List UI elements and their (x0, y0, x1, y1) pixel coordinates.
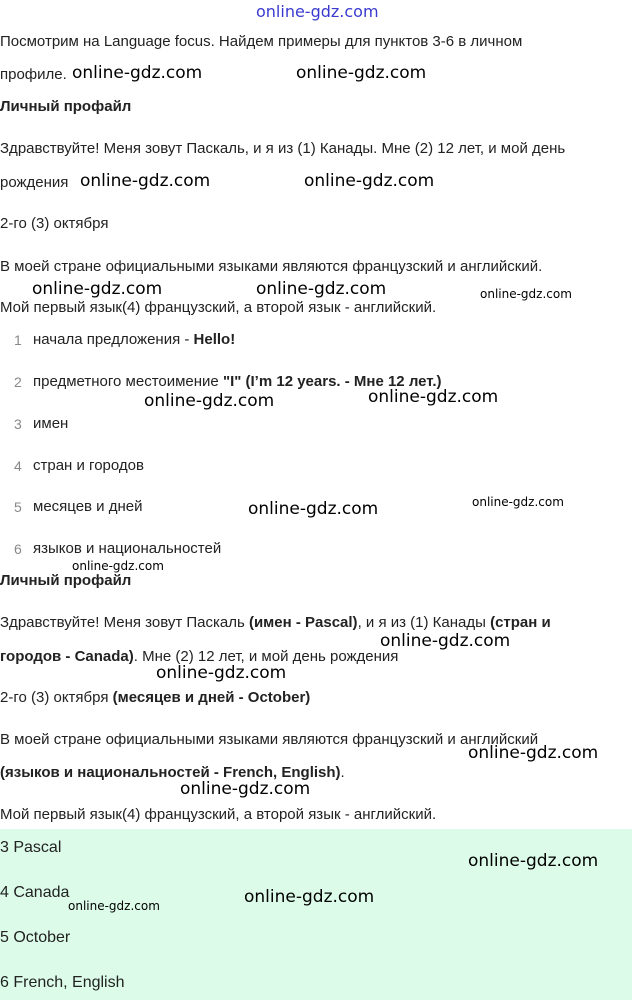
profile-paragraph-1: Здравствуйте! Меня зовут Паскаль, и я из (1) Канады. Мне (2) 12 лет, и мой день (0, 140, 566, 157)
answer-item: 3 Pascal (0, 839, 62, 856)
list-item-example: "I" (I’m 12 years. - Мне 12 лет.) (222, 373, 442, 390)
list-item-number: 1 (14, 332, 22, 348)
watermark: online-gdz.com (180, 779, 311, 799)
profile-paragraph-3: В моей стране официальными языками являются французский и английский. (0, 258, 543, 275)
watermark: online-gdz.com (156, 663, 287, 683)
profile-paragraph-1-cont: рождения (0, 174, 69, 191)
watermark: online-gdz.com (80, 171, 211, 191)
watermark: online-gdz.com (244, 887, 375, 907)
annotated-profile-heading: Личный профайл (0, 572, 132, 589)
watermark: online-gdz.com (68, 899, 160, 913)
profile-heading: Личный профайл (0, 98, 132, 115)
answer-item: 4 Canada (0, 884, 70, 901)
list-item-number: 6 (14, 541, 22, 557)
intro-line-1: Посмотрим на Language focus. Найдем примеры для пунктов 3-6 в личном (0, 33, 523, 50)
profile-paragraph-2: 2-го (3) октября (0, 215, 109, 232)
watermark: online-gdz.com (468, 851, 599, 871)
watermark: online-gdz.com (32, 279, 163, 299)
list-item-text: месяцев и дней (33, 498, 143, 515)
watermark: online-gdz.com (144, 391, 275, 411)
watermark: online-gdz.com (368, 387, 499, 407)
list-item-number: 2 (14, 374, 22, 390)
watermark: online-gdz.com (72, 63, 203, 83)
list-item-number: 4 (14, 458, 22, 474)
annotated-line-4: В моей стране официальными языками являются французский и английский (0, 731, 539, 748)
watermark: online-gdz.com (468, 743, 599, 763)
watermark-top: online-gdz.com (256, 2, 379, 21)
annotated-line-1: Здравствуйте! Меня зовут Паскаль (имен - Pascal), и я из (1) Канады (стран и (0, 614, 551, 631)
list-item-text: предметного местоимение (33, 373, 223, 390)
list-item-example: Hello! (193, 331, 236, 348)
intro-line-2: профиле. (0, 66, 67, 83)
annotated-line-3: 2-го (3) октября (месяцев и дней - October) (0, 689, 311, 706)
list-item-number: 5 (14, 499, 22, 515)
watermark: online-gdz.com (472, 495, 564, 509)
list-item-number: 3 (14, 416, 22, 432)
watermark: online-gdz.com (380, 631, 511, 651)
watermark: online-gdz.com (72, 559, 164, 573)
watermark: online-gdz.com (480, 287, 572, 301)
list-item-text: языков и национальностей (33, 540, 222, 557)
list-item-text: начала предложения - (33, 331, 194, 348)
watermark: online-gdz.com (304, 171, 435, 191)
watermark: online-gdz.com (248, 499, 379, 519)
profile-paragraph-3-cont: Мой первый язык(4) французский, а второй язык - английский. (0, 299, 437, 316)
answer-item: 6 French, English (0, 974, 125, 991)
annotated-line-6: Мой первый язык(4) французский, а второй язык - английский. (0, 806, 437, 823)
watermark: online-gdz.com (296, 63, 427, 83)
annotated-line-2: городов - Canada). Мне (2) 12 лет, и мой день рождения (0, 648, 399, 665)
annotated-line-5: (языков и национальностей - French, English). (0, 764, 345, 781)
list-item-text: имен (33, 415, 69, 432)
watermark: online-gdz.com (256, 279, 387, 299)
list-item-text: стран и городов (33, 457, 144, 474)
answer-item: 5 October (0, 929, 71, 946)
